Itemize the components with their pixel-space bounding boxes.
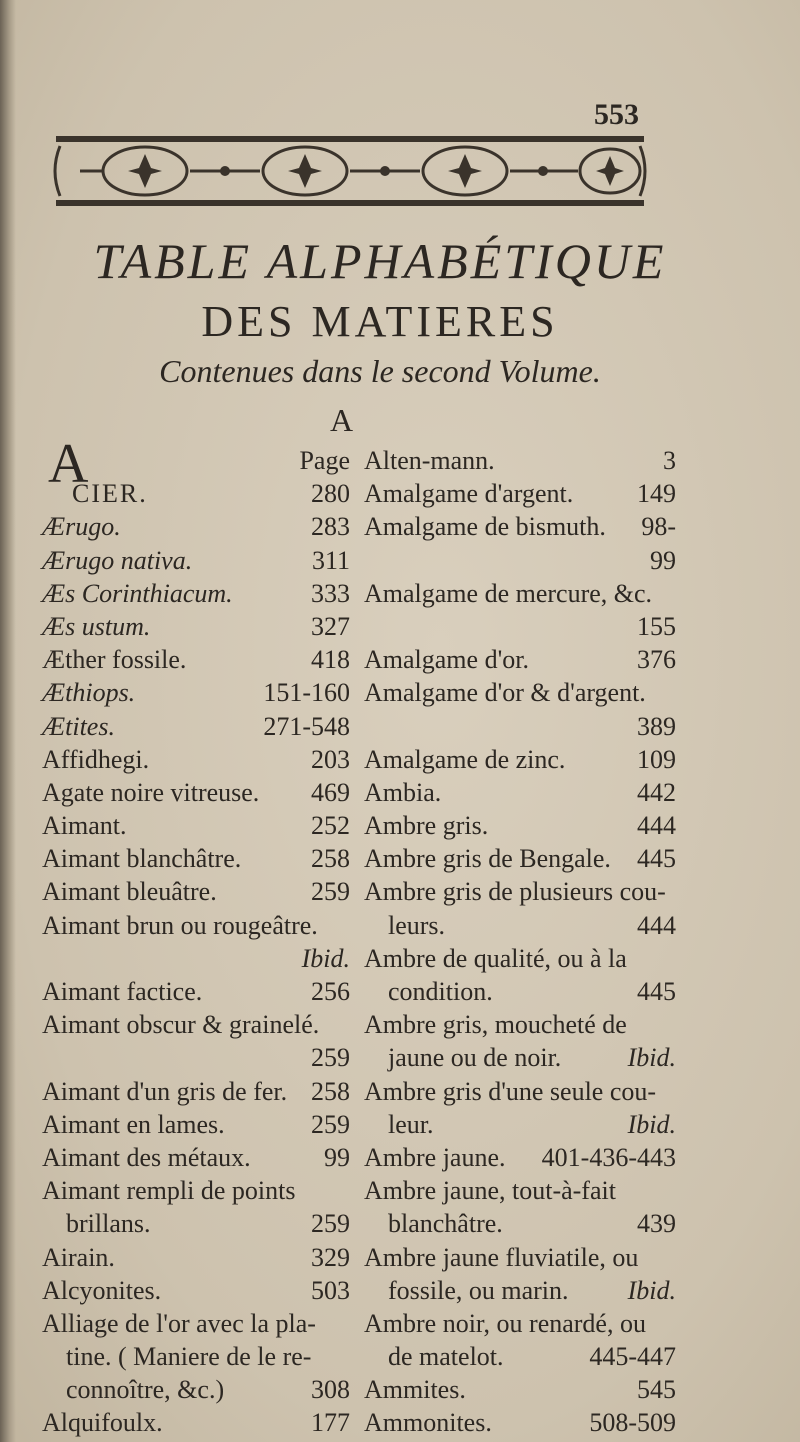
entry-text: Ambre gris.	[364, 811, 489, 841]
entry-text: Aimant brun ou rougeâtre.	[42, 910, 318, 940]
entry-page: 155	[637, 611, 676, 641]
index-entry	[364, 1241, 676, 1274]
index-entry	[364, 444, 676, 477]
index-entry	[42, 1274, 350, 1307]
index-entry	[364, 544, 676, 577]
entry-text: connoître, &c.)	[66, 1375, 225, 1405]
entry-page: 203	[311, 744, 350, 774]
entry-text: brillans.	[66, 1209, 151, 1239]
entry-text: fossile, ou marin.	[388, 1275, 569, 1305]
entry-page: 389	[637, 711, 676, 741]
entry-page: 258	[311, 1076, 350, 1106]
index-entry	[364, 942, 676, 975]
entry-text: Amalgame de mercure, &c.	[364, 578, 653, 608]
entry-text: Alliage de l'or avec la pla-	[42, 1308, 316, 1338]
index-entry	[42, 1141, 350, 1174]
entry-text: Alcyonites.	[42, 1275, 162, 1305]
entry-text: Alten-mann.	[364, 446, 495, 475]
entry-page: 329	[311, 1242, 350, 1272]
title-line-3: Contenues dans le second Volume.	[159, 353, 601, 389]
entry-text: Amalgame de zinc.	[364, 744, 566, 774]
index-entry	[364, 510, 676, 543]
entry-page: 99	[650, 545, 676, 575]
entry-page: Ibid.	[301, 943, 350, 973]
entry-text: Æs Corinthiacum.	[42, 578, 233, 608]
index-entry	[42, 909, 350, 942]
entry-page: 151-160	[263, 678, 350, 708]
entry-text: Amalgame d'or.	[364, 645, 529, 675]
index-entry	[42, 875, 350, 908]
entry-text: blanchâtre.	[388, 1209, 503, 1239]
index-entry	[42, 1174, 350, 1207]
entry-text: de matelot.	[388, 1342, 504, 1372]
index-entry	[42, 544, 350, 577]
index-entry	[364, 1406, 676, 1439]
entry-page: 445	[637, 844, 676, 874]
entry-text: Affidhegi.	[42, 744, 150, 774]
entry-page: 503	[311, 1275, 350, 1305]
entry-text: Ammites.	[364, 1375, 466, 1405]
index-entry	[42, 1075, 350, 1108]
index-entry	[364, 1174, 676, 1207]
index-entry	[364, 875, 676, 908]
entry-page: 259	[311, 877, 350, 907]
index-entry	[364, 1274, 676, 1307]
index-entry	[42, 1041, 350, 1074]
index-entry	[364, 610, 676, 643]
entry-text: Aimant d'un gris de fer.	[42, 1076, 288, 1106]
entry-page: 271-548	[263, 711, 350, 741]
entry-text: Æthiops.	[42, 678, 136, 708]
entry-page: 445	[637, 977, 676, 1006]
entry-page: Ibid.	[627, 1043, 676, 1073]
index-entry	[42, 1008, 350, 1041]
entry-text: Ærugo nativa.	[42, 545, 193, 575]
entry-text: Æther fossile.	[42, 645, 187, 675]
index-entry	[364, 1307, 676, 1340]
entry-page: 333	[311, 578, 350, 608]
entry-page: 508-509	[589, 1408, 676, 1438]
entry-page: 259	[311, 1209, 350, 1239]
entry-text: Aimant rempli de points	[42, 1176, 296, 1206]
entry-page: 283	[311, 512, 350, 542]
entry-text: Ambre gris d'une seule cou-	[364, 1076, 657, 1106]
drop-cap: A	[48, 433, 89, 495]
entry-text: Ærugo.	[42, 512, 121, 542]
entry-page: 98-	[641, 512, 676, 542]
entry-text: Aimant factice.	[42, 977, 203, 1006]
entry-page: 259	[311, 1043, 350, 1073]
entry-page: 545	[637, 1375, 676, 1405]
entry-page: 3	[663, 446, 676, 475]
section-letter: A	[330, 402, 354, 438]
index-entry	[42, 1108, 350, 1141]
entry-text: Amalgame d'or & d'argent.	[364, 678, 646, 708]
entry-text: Agate noire vitreuse.	[42, 777, 260, 807]
entry-page: 439	[637, 1209, 676, 1239]
page-header-label: Page	[299, 446, 350, 475]
entry-text: Ætites.	[42, 711, 115, 741]
entry-page: Ibid.	[627, 1109, 676, 1139]
entry-page: 444	[637, 910, 676, 940]
entry-text: Aimant en lames.	[42, 1109, 225, 1139]
entry-text: Ambre de qualité, ou à la	[364, 943, 627, 973]
index-entry	[364, 909, 676, 942]
entry-page: 311	[311, 545, 350, 575]
index-entry	[42, 776, 350, 809]
entry-page: 149	[637, 479, 676, 509]
entry-text: Aimant des métaux.	[42, 1142, 251, 1172]
entry-text: Ambre jaune, tout-à-fait	[364, 1176, 616, 1206]
index-entry	[42, 643, 350, 676]
index-entry	[364, 1207, 676, 1240]
index-entry	[42, 510, 350, 543]
index-entry	[364, 710, 676, 743]
index-entry	[42, 842, 350, 875]
index-entry	[364, 477, 676, 510]
entry-page: 252	[311, 811, 350, 841]
index-entry	[364, 1340, 676, 1373]
entry-page: 418	[311, 645, 350, 675]
fleuron-ornament-band	[50, 132, 650, 210]
entry-page: 109	[637, 744, 676, 774]
entry-page: 280	[311, 479, 350, 509]
index-entry	[42, 610, 350, 643]
index-entry	[42, 1207, 350, 1240]
entry-text: Ambre noir, ou renardé, ou	[364, 1308, 646, 1338]
entry-text: Aimant bleuâtre.	[42, 877, 217, 907]
index-entry	[42, 809, 350, 842]
index-entry	[364, 975, 676, 1008]
index-entry	[42, 942, 350, 975]
index-entry	[364, 776, 676, 809]
entry-text: Amalgame de bismuth.	[364, 512, 606, 542]
entry-page: 376	[637, 645, 676, 675]
entry-text: tine. ( Maniere de le re-	[66, 1342, 312, 1372]
entry-page: 256	[311, 977, 350, 1006]
index-entry	[42, 1373, 350, 1406]
index-entry	[364, 676, 676, 709]
index-entry	[364, 1008, 676, 1041]
entry-text: Ambre gris de plusieurs cou-	[364, 877, 666, 907]
index-entry	[364, 1141, 676, 1174]
index-entry	[364, 577, 676, 610]
entry-page: 401-436-443	[541, 1142, 676, 1172]
index-entry	[42, 676, 350, 709]
index-entry	[42, 710, 350, 743]
index-entry	[42, 1406, 350, 1439]
index-entry	[42, 975, 350, 1008]
entry-text: Ambre gris de Bengale.	[364, 844, 611, 874]
entry-page: 258	[311, 844, 350, 874]
entry-text: Aimant obscur & grainelé.	[42, 1010, 320, 1040]
entry-page: 259	[311, 1109, 350, 1139]
index-entry	[364, 1108, 676, 1141]
entry-text: Æs ustum.	[42, 611, 151, 641]
index-entry	[364, 1041, 676, 1074]
title-line-1: TABLE ALPHABÉTIQUE	[93, 233, 667, 289]
page-gutter-shadow	[0, 0, 16, 1442]
entry-page: 308	[311, 1375, 350, 1405]
entry-text: leurs.	[388, 910, 446, 940]
index-column-left	[42, 433, 350, 1440]
index-entry	[42, 1241, 350, 1274]
entry-page: Ibid.	[627, 1275, 676, 1305]
entry-page: 327	[311, 611, 350, 641]
index-entry	[364, 643, 676, 676]
entry-page: 445-447	[589, 1342, 676, 1372]
entry-text: Ambre gris, moucheté de	[364, 1010, 627, 1040]
entry-text: Aimant blanchâtre.	[42, 844, 242, 874]
index-entry	[42, 477, 350, 510]
index-entry	[364, 1373, 676, 1406]
title-line-2: DES MATIERES	[201, 297, 559, 346]
entry-text: Ambre jaune fluviatile, ou	[364, 1242, 639, 1272]
entry-text: Ammonites.	[364, 1408, 492, 1438]
page-number: 553	[594, 98, 639, 131]
index-entry	[42, 1307, 350, 1340]
entry-text: Amalgame d'argent.	[364, 479, 574, 509]
entry-page: 177	[311, 1408, 350, 1438]
entry-text: Airain.	[42, 1242, 115, 1272]
entry-text: Ambre jaune.	[364, 1142, 506, 1172]
entry-text: jaune ou de noir.	[388, 1043, 562, 1073]
entry-text: Ambia.	[364, 777, 442, 807]
entry-page: 444	[637, 811, 676, 841]
index-entry	[364, 743, 676, 776]
entry-text: leur.	[388, 1109, 434, 1139]
index-entry	[42, 1340, 350, 1373]
index-entry	[42, 577, 350, 610]
index-entry	[42, 743, 350, 776]
entry-page: 99	[324, 1142, 350, 1172]
index-entry	[364, 842, 676, 875]
entry-page: 469	[311, 777, 350, 807]
entry-page: 442	[637, 777, 676, 807]
index-column-right	[364, 444, 676, 1440]
entry-text: Alquifoulx.	[42, 1408, 163, 1438]
entry-text: CIER.	[72, 479, 148, 509]
index-entry	[364, 1075, 676, 1108]
entry-text: Aimant.	[42, 811, 127, 841]
entry-text: condition.	[388, 977, 493, 1006]
index-entry	[364, 809, 676, 842]
